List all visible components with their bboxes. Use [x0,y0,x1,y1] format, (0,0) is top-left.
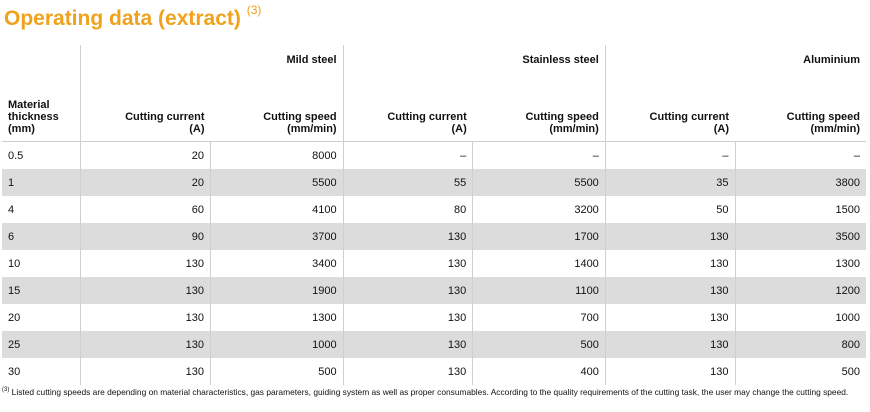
group-header-spacer [2,45,81,74]
cell-al-speed: 1500 [735,196,866,223]
cell-ms-speed: 5500 [211,169,344,196]
cell-ss-current: 80 [343,196,473,223]
cell-thickness: 10 [2,250,81,277]
aluminium-spacer [605,45,735,74]
title-footnote-mark: (3) [246,3,262,17]
table-row [2,142,866,170]
table-row [2,358,866,385]
cell-ss-speed: 1700 [473,223,606,250]
cell-ss-speed: 3200 [473,196,606,223]
table-row [2,223,866,250]
cell-ss-speed: 400 [473,358,606,385]
table-row [2,331,866,358]
cell-ms-speed: 4100 [211,196,344,223]
cell-ss-speed: 1400 [473,250,606,277]
cell-ms-current: 130 [81,304,211,331]
stainless-steel-spacer [343,45,473,74]
cell-al-speed: 3500 [735,223,866,250]
cell-ms-speed: 1300 [211,304,344,331]
cell-ms-current: 60 [81,196,211,223]
footnote [2,385,862,398]
header-ss-current: Cutting current (A) [343,74,473,142]
operating-data-table [2,45,866,385]
table-row [2,169,866,196]
cell-ms-current: 90 [81,223,211,250]
cell-al-speed: – [735,142,866,170]
cell-ms-current: 20 [81,169,211,196]
cell-ms-current: 130 [81,277,211,304]
cell-ms-current: 130 [81,358,211,385]
footnote-mark: (3) [2,387,10,393]
header-material-thickness: Material thickness (mm) [2,74,81,142]
cell-ss-current: 130 [343,277,473,304]
cell-al-current: 130 [605,250,735,277]
header-al-current: Cutting current (A) [605,74,735,142]
cell-thickness: 20 [2,304,81,331]
header-ss-speed: Cutting speed (mm/min) [473,74,606,142]
header-al-speed: Cutting speed (mm/min) [735,74,866,142]
cell-ms-current: 20 [81,142,211,170]
cell-ms-speed: 1000 [211,331,344,358]
cell-ms-current: 130 [81,250,211,277]
table-row [2,304,866,331]
cell-al-speed: 1300 [735,250,866,277]
cell-ss-current: 130 [343,250,473,277]
group-aluminium: Aluminium [735,45,866,74]
cell-thickness: 25 [2,331,81,358]
cell-ss-speed: – [473,142,606,170]
cell-al-speed: 1200 [735,277,866,304]
cell-thickness: 15 [2,277,81,304]
cell-thickness: 1 [2,169,81,196]
cell-ms-speed: 3400 [211,250,344,277]
cell-thickness: 4 [2,196,81,223]
group-stainless-steel: Stainless steel [473,45,606,74]
page-title [4,3,262,31]
cell-ss-speed: 1100 [473,277,606,304]
cell-al-speed: 1000 [735,304,866,331]
cell-al-current: 130 [605,331,735,358]
cell-ss-current: 130 [343,223,473,250]
cell-al-current: 130 [605,358,735,385]
mild-steel-spacer [81,45,211,74]
header-ms-speed: Cutting speed (mm/min) [211,74,344,142]
cell-ms-speed: 8000 [211,142,344,170]
cell-ss-speed: 5500 [473,169,606,196]
cell-ss-current: 130 [343,331,473,358]
column-header-row [2,74,866,142]
cell-al-current: 50 [605,196,735,223]
cell-ms-current: 130 [81,331,211,358]
cell-ss-current: – [343,142,473,170]
table-row [2,277,866,304]
cell-al-speed: 500 [735,358,866,385]
cell-thickness: 0.5 [2,142,81,170]
cell-ms-speed: 1900 [211,277,344,304]
cell-al-current: 130 [605,223,735,250]
footnote-text: Listed cutting speeds are depending on material characteristics, gas parameters, guiding system as well as proper consumables. According to the quality requirements of the cutting task, the user may change the cutting speed. [11,386,849,397]
cell-ss-speed: 700 [473,304,606,331]
cell-thickness: 6 [2,223,81,250]
cell-ss-current: 130 [343,304,473,331]
cell-ss-current: 130 [343,358,473,385]
cell-al-current: – [605,142,735,170]
group-mild-steel: Mild steel [211,45,344,74]
table-row [2,196,866,223]
cell-thickness: 30 [2,358,81,385]
title-text: Operating data (extract) [4,7,241,30]
cell-ss-current: 55 [343,169,473,196]
cell-ss-speed: 500 [473,331,606,358]
table-row [2,250,866,277]
cell-al-speed: 3800 [735,169,866,196]
cell-al-current: 130 [605,277,735,304]
cell-al-speed: 800 [735,331,866,358]
cell-al-current: 130 [605,304,735,331]
cell-ms-speed: 500 [211,358,344,385]
cell-al-current: 35 [605,169,735,196]
material-group-header-row [2,45,866,74]
header-ms-current: Cutting current (A) [81,74,211,142]
cell-ms-speed: 3700 [211,223,344,250]
